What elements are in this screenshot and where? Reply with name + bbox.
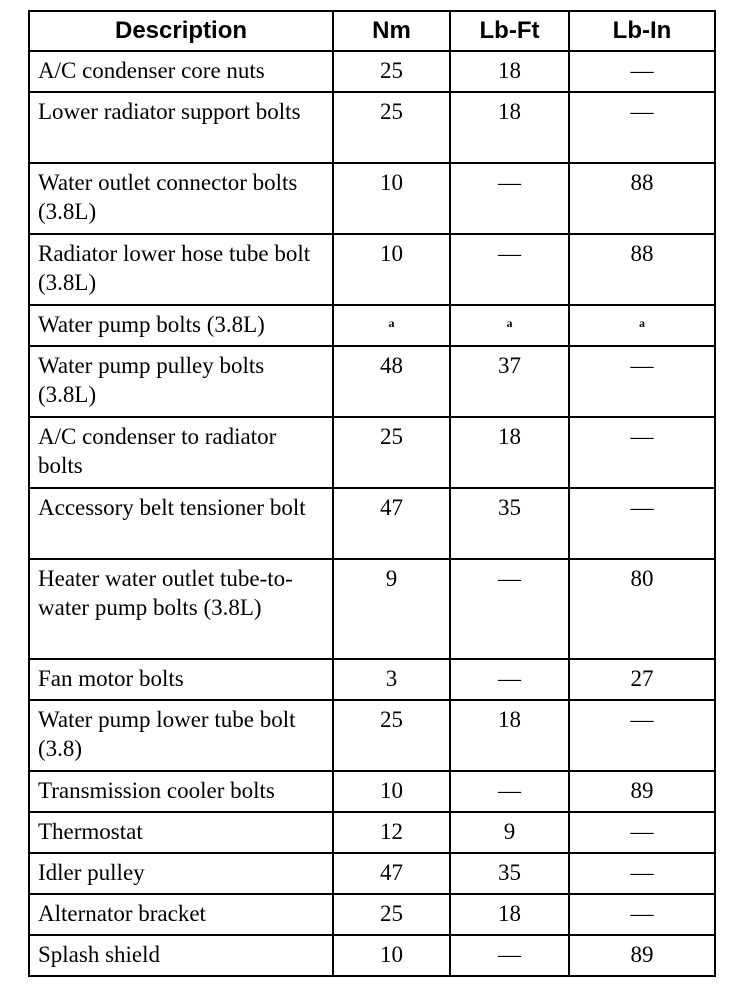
cell-lb-ft: [450, 559, 569, 659]
cell-lb-in: [569, 894, 715, 935]
value-text: 18: [498, 707, 521, 732]
cell-description: [29, 417, 333, 488]
table-row: [29, 163, 715, 234]
table-row: [29, 234, 715, 305]
cell-lb-ft: [450, 659, 569, 700]
description-text: A/C condenser to radiator bolts: [38, 424, 277, 478]
value-text: 37: [498, 353, 521, 378]
cell-description: [29, 305, 333, 346]
value-text: 35: [498, 860, 521, 885]
description-text: Thermostat: [38, 819, 143, 844]
table-row: [29, 417, 715, 488]
table-row: [29, 51, 715, 92]
cell-nm: [333, 92, 450, 163]
not-applicable-dash: —: [498, 778, 521, 803]
cell-lb-ft: [450, 894, 569, 935]
description-text: Heater water outlet tube-to-water pump bolts (3.8L): [38, 566, 293, 620]
value-text: 18: [498, 99, 521, 124]
value-text: 80: [630, 566, 654, 591]
value-text: 18: [498, 58, 521, 83]
table-body: [29, 51, 715, 976]
cell-lb-in: [569, 234, 715, 305]
table-row: [29, 812, 715, 853]
value-text: 10: [380, 778, 403, 803]
value-text: 10: [380, 942, 403, 967]
header-row: [29, 11, 715, 51]
value-text: 25: [380, 424, 403, 449]
not-applicable-dash: —: [630, 819, 654, 844]
cell-lb-ft: [450, 305, 569, 346]
table-row: [29, 771, 715, 812]
cell-nm: [333, 163, 450, 234]
not-applicable-dash: —: [630, 860, 654, 885]
table-row: [29, 488, 715, 559]
not-applicable-dash: —: [630, 58, 654, 83]
cell-lb-ft: [450, 700, 569, 771]
header-lb-in: Lb-In: [569, 11, 715, 51]
table-row: [29, 92, 715, 163]
description-text: Transmission cooler bolts: [38, 778, 275, 803]
table-row: [29, 935, 715, 976]
footnote-marker: a: [506, 316, 513, 331]
cell-description: [29, 234, 333, 305]
not-applicable-dash: —: [630, 424, 654, 449]
cell-description: [29, 346, 333, 417]
cell-lb-in: [569, 417, 715, 488]
value-text: 25: [380, 58, 403, 83]
cell-lb-ft: [450, 346, 569, 417]
value-text: 12: [380, 819, 403, 844]
value-text: 89: [630, 942, 654, 967]
table-row: [29, 894, 715, 935]
cell-lb-in: [569, 935, 715, 976]
description-text: Alternator bracket: [38, 901, 206, 926]
value-text: 48: [380, 353, 403, 378]
cell-description: [29, 812, 333, 853]
header-nm: Nm: [333, 11, 450, 51]
value-text: 35: [498, 495, 521, 520]
cell-description: [29, 559, 333, 659]
cell-nm: [333, 812, 450, 853]
cell-nm: [333, 771, 450, 812]
not-applicable-dash: —: [630, 353, 654, 378]
cell-nm: [333, 853, 450, 894]
cell-lb-in: [569, 771, 715, 812]
cell-nm: [333, 305, 450, 346]
table-row: [29, 659, 715, 700]
description-text: Idler pulley: [38, 860, 145, 885]
description-text: Accessory belt tensioner bolt: [38, 495, 306, 520]
cell-nm: [333, 346, 450, 417]
value-text: 47: [380, 495, 403, 520]
cell-description: [29, 488, 333, 559]
value-text: 25: [380, 99, 403, 124]
cell-lb-in: [569, 51, 715, 92]
cell-description: [29, 163, 333, 234]
value-text: 18: [498, 901, 521, 926]
cell-lb-in: [569, 92, 715, 163]
cell-nm: [333, 234, 450, 305]
torque-specifications-table: [28, 10, 716, 977]
value-text: 89: [630, 778, 654, 803]
cell-lb-ft: [450, 853, 569, 894]
cell-lb-in: [569, 305, 715, 346]
footnote-marker: a: [388, 316, 395, 331]
not-applicable-dash: —: [498, 241, 521, 266]
cell-description: [29, 700, 333, 771]
not-applicable-dash: —: [630, 495, 654, 520]
value-text: 10: [380, 241, 403, 266]
description-text: Water pump bolts (3.8L): [38, 312, 265, 337]
footnote-marker: a: [639, 316, 645, 331]
cell-description: [29, 659, 333, 700]
value-text: 25: [380, 901, 403, 926]
value-text: 10: [380, 170, 403, 195]
cell-nm: [333, 559, 450, 659]
cell-lb-in: [569, 812, 715, 853]
cell-nm: [333, 935, 450, 976]
description-text: Splash shield: [38, 942, 161, 967]
value-text: 9: [385, 566, 398, 591]
cell-lb-in: [569, 559, 715, 659]
value-text: 88: [630, 170, 654, 195]
not-applicable-dash: —: [630, 99, 654, 124]
value-text: 18: [498, 424, 521, 449]
cell-lb-ft: [450, 771, 569, 812]
cell-lb-ft: [450, 163, 569, 234]
cell-description: [29, 771, 333, 812]
value-text: 3: [385, 666, 398, 691]
cell-description: [29, 853, 333, 894]
description-text: A/C condenser core nuts: [38, 58, 265, 83]
cell-lb-in: [569, 346, 715, 417]
cell-lb-ft: [450, 234, 569, 305]
cell-lb-ft: [450, 935, 569, 976]
not-applicable-dash: —: [498, 942, 521, 967]
cell-lb-ft: [450, 51, 569, 92]
description-text: Water pump lower tube bolt (3.8): [38, 707, 296, 761]
description-text: Water pump pulley bolts (3.8L): [38, 353, 265, 407]
cell-nm: [333, 51, 450, 92]
header-lb-ft: Lb-Ft: [450, 11, 569, 51]
table-row: [29, 853, 715, 894]
cell-lb-in: [569, 700, 715, 771]
cell-lb-in: [569, 853, 715, 894]
cell-nm: [333, 700, 450, 771]
cell-lb-ft: [450, 812, 569, 853]
cell-lb-in: [569, 659, 715, 700]
value-text: 27: [630, 666, 654, 691]
table-row: [29, 700, 715, 771]
header-description: Description: [29, 11, 333, 51]
cell-nm: [333, 488, 450, 559]
table-row: [29, 305, 715, 346]
cell-description: [29, 935, 333, 976]
description-text: Radiator lower hose tube bolt (3.8L): [38, 241, 311, 295]
description-text: Water outlet connector bolts (3.8L): [38, 170, 298, 224]
value-text: 47: [380, 860, 403, 885]
not-applicable-dash: —: [498, 666, 521, 691]
cell-lb-ft: [450, 417, 569, 488]
table-row: [29, 346, 715, 417]
cell-nm: [333, 417, 450, 488]
value-text: 88: [630, 241, 654, 266]
not-applicable-dash: —: [498, 566, 521, 591]
cell-lb-in: [569, 488, 715, 559]
description-text: Fan motor bolts: [38, 666, 184, 691]
cell-nm: [333, 659, 450, 700]
cell-description: [29, 894, 333, 935]
not-applicable-dash: —: [498, 170, 521, 195]
table-row: [29, 559, 715, 659]
cell-nm: [333, 894, 450, 935]
cell-lb-ft: [450, 488, 569, 559]
cell-description: [29, 92, 333, 163]
value-text: 9: [503, 819, 516, 844]
value-text: 25: [380, 707, 403, 732]
cell-lb-ft: [450, 92, 569, 163]
not-applicable-dash: —: [630, 901, 654, 926]
description-text: Lower radiator support bolts: [38, 99, 301, 124]
cell-lb-in: [569, 163, 715, 234]
not-applicable-dash: —: [630, 707, 654, 732]
cell-description: [29, 51, 333, 92]
